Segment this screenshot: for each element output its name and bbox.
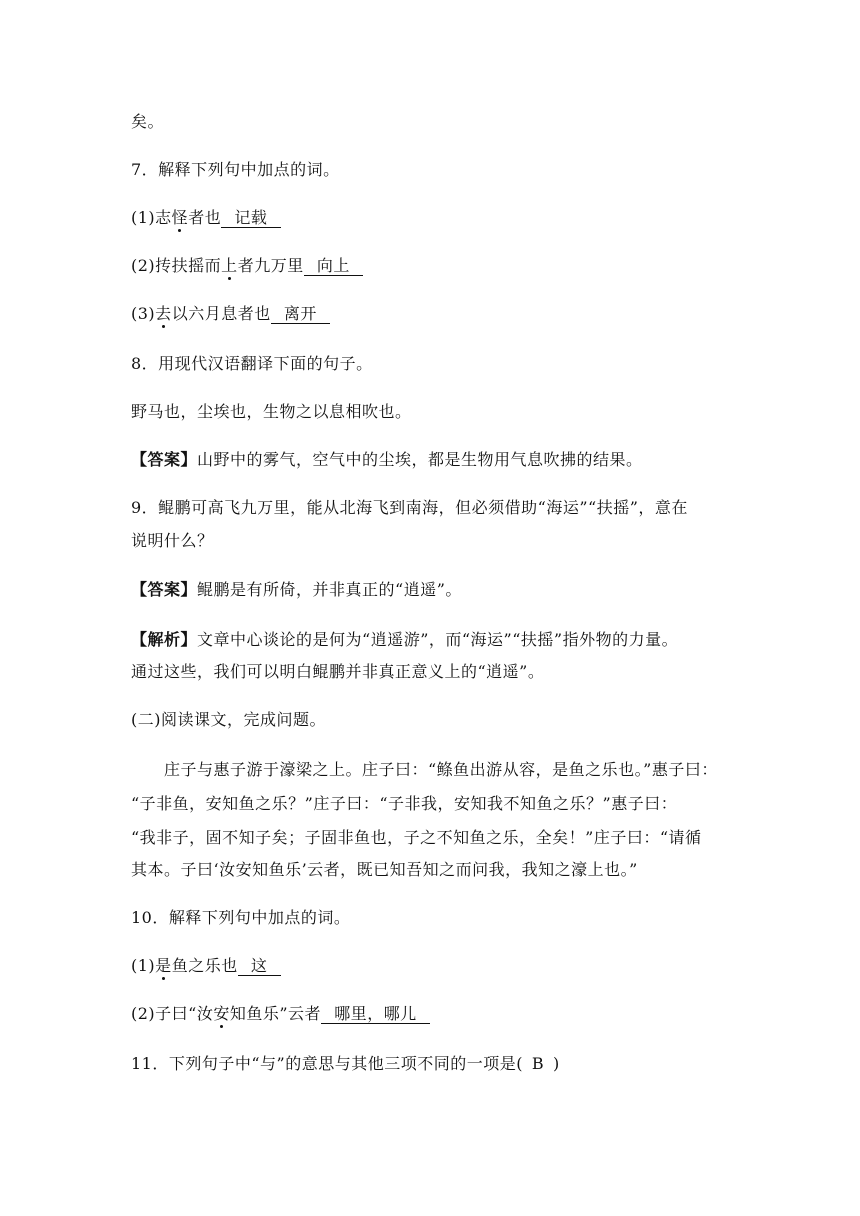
question-text: (1)志 xyxy=(131,208,172,227)
question-text: ) xyxy=(552,1054,560,1073)
dotted-word: 安 xyxy=(213,1004,230,1023)
question-text: (2)抟扶摇而 xyxy=(131,256,222,275)
question-7-1 xyxy=(131,208,281,228)
dotted-word: 上 xyxy=(221,256,238,275)
answer-label: 【答案】 xyxy=(131,580,198,599)
answer-text: 鲲鹏是有所倚，并非真正的“逍遥”。 xyxy=(197,580,462,599)
answer-8 xyxy=(131,450,643,470)
answer-blank xyxy=(321,1005,430,1024)
section-heading: (二)阅读课文，完成问题。 xyxy=(131,710,326,729)
passage-line-4: 其本。子曰‘汝安知鱼乐’云者，既已知吾知之而问我，我知之濠上也。” xyxy=(131,860,638,879)
answer-blank xyxy=(221,209,280,228)
translation-sentence: 野马也，尘埃也，生物之以息相吹也。 xyxy=(131,402,412,421)
question-text: 知鱼乐”云者 xyxy=(229,1004,322,1023)
question-text: 以六月息者也 xyxy=(171,304,271,323)
explanation-text: 文章中心谈论的是何为“逍遥游”，而“海运”“扶摇”指外物的力量。 xyxy=(197,630,679,649)
explanation-9-line-1 xyxy=(131,630,678,650)
dotted-word: 是 xyxy=(155,956,172,975)
answer-blank xyxy=(304,257,363,276)
question-text: (2)子曰“汝 xyxy=(131,1004,214,1023)
explanation-9-line-2: 通过这些，我们可以明白鲲鹏并非真正意义上的“逍遥”。 xyxy=(131,662,545,681)
answer-text: 哪里，哪儿 xyxy=(334,1004,417,1023)
question-7: 7．解释下列句中加点的词。 xyxy=(131,160,340,179)
dotted-word: 去 xyxy=(155,304,172,323)
question-7-2 xyxy=(131,256,363,276)
explanation-label: 【解析】 xyxy=(131,630,198,649)
answer-blank xyxy=(271,305,330,324)
answer-text: 离开 xyxy=(283,304,317,323)
question-10-2 xyxy=(131,1004,430,1024)
answer-text: 记载 xyxy=(234,208,268,227)
answer-9 xyxy=(131,580,462,600)
question-7-3 xyxy=(131,304,330,324)
answer-text: 向上 xyxy=(316,256,350,275)
answer-text: 这 xyxy=(250,956,268,975)
question-text: (3) xyxy=(131,304,156,323)
dotted-word: 怪 xyxy=(171,208,189,227)
question-10-1 xyxy=(131,956,281,976)
question-text: 者也 xyxy=(188,208,222,227)
question-11 xyxy=(131,1054,560,1074)
question-text: 11．下列句子中“与”的意思与其他三项不同的一项是( xyxy=(131,1054,523,1073)
text-line: 矣。 xyxy=(131,112,165,131)
answer-blank xyxy=(238,957,281,976)
question-10: 10．解释下列句中加点的词。 xyxy=(131,908,351,927)
answer-text: 山野中的雾气，空气中的尘埃，都是生物用气息吹拂的结果。 xyxy=(197,450,643,469)
question-text: 鱼之乐也 xyxy=(171,956,238,975)
question-text: 者九万里 xyxy=(237,256,304,275)
question-9-line-1: 9．鲲鹏可高飞九万里，能从北海飞到南海，但必须借助“海运”“扶摇”，意在 xyxy=(131,498,688,517)
question-9-line-2: 说明什么？ xyxy=(131,531,214,550)
question-8: 8．用现代汉语翻译下面的句子。 xyxy=(131,354,373,373)
answer-choice: B xyxy=(531,1054,545,1073)
question-text: (1) xyxy=(131,956,156,975)
passage-line-1: 庄子与惠子游于濠梁之上。庄子曰：“鲦鱼出游从容，是鱼之乐也。”惠子曰： xyxy=(164,760,718,779)
passage-line-2: “子非鱼，安知鱼之乐？”庄子曰：“子非我，安知我不知鱼之乐？”惠子曰： xyxy=(131,794,678,813)
passage-line-3: “我非子，固不知子矣；子固非鱼也，子之不知鱼之乐，全矣！”庄子曰：“请循 xyxy=(131,828,702,847)
answer-label: 【答案】 xyxy=(131,450,198,469)
